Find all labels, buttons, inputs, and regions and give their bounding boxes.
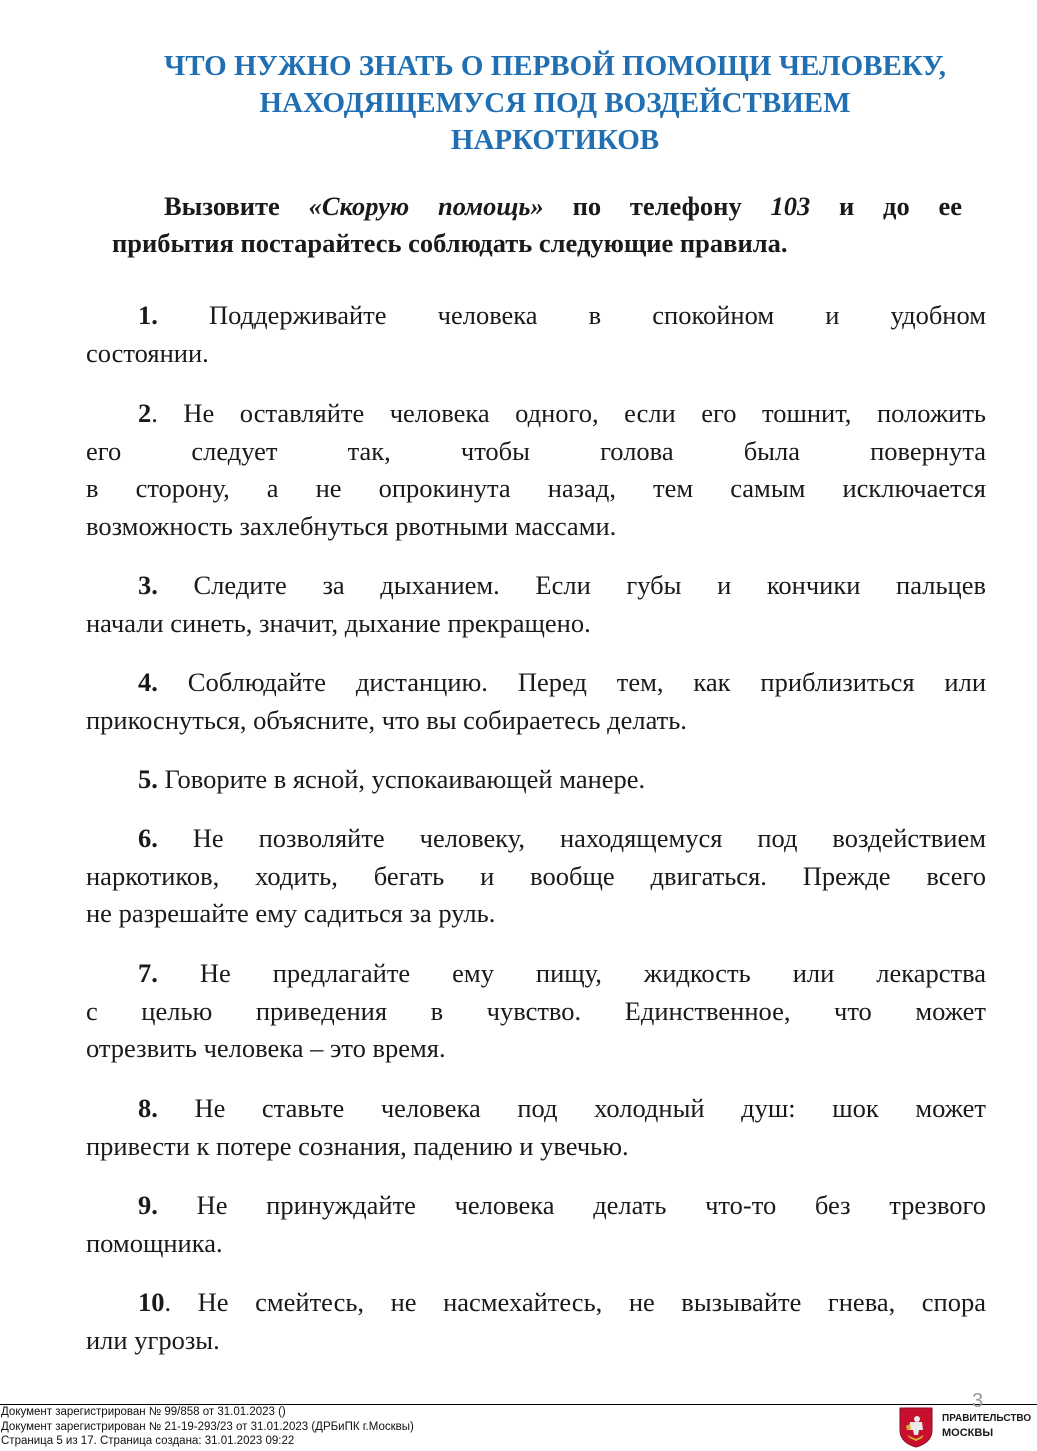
page-title	[130, 48, 980, 159]
rule-number: 6.	[138, 823, 158, 853]
rule-item-8: 8. Не ставьте человека под холодный душ: шок может привести к потере сознания, падению и увечью.	[86, 1093, 986, 1161]
rule-number: 7.	[138, 958, 158, 988]
rule-item-2: 2. Не оставляйте человека одного, если его тошнит, положить его следует так, чтобы голова была повернута в сторону, а не опрокинута назад, тем самым исключается возможность захлебнуться рвотными массами.	[86, 398, 986, 541]
rule-number: 9.	[138, 1190, 158, 1220]
moscow-coat-of-arms-icon	[898, 1406, 934, 1448]
intro-line-2: прибытия постарайтесь соблюдать следующие правила.	[112, 228, 788, 258]
rule-item-3: 3. Следите за дыханием. Если губы и кончики пальцев начали синеть, значит, дыхание прекращено.	[86, 570, 986, 638]
rule-item-6: 6. Не позволяйте человеку, находящемуся под воздействием наркотиков, ходить, бегать и вообще двигаться. Прежде всего не разрешайте ему садиться за руль.	[86, 823, 986, 928]
registration-info	[1, 1405, 414, 1449]
rule-item-4: 4. Соблюдайте дистанцию. Перед тем, как приблизиться или прикоснуться, объясните, что вы собираетесь делать.	[86, 667, 986, 735]
phone-number: 103	[770, 191, 811, 221]
registration-line-2: Документ зарегистрирован № 21-19-293/23 от 31.01.2023 (ДРБиПК г.Москвы)	[1, 1420, 414, 1433]
title-line-1: ЧТО НУЖНО ЗНАТЬ О ПЕРВОЙ ПОМОЩИ ЧЕЛОВЕКУ,	[163, 50, 947, 82]
rule-item-5: 5. Говорите в ясной, успокаивающей манере.	[138, 764, 646, 794]
intro-paragraph	[112, 188, 962, 262]
page-number: 3	[972, 1390, 984, 1412]
registration-line-1: Документ зарегистрирован № 99/858 от 31.01.2023 ()	[1, 1406, 286, 1418]
logo-line-2: МОСКВЫ	[942, 1427, 994, 1439]
title-line-2: НАХОДЯЩЕМУСЯ ПОД ВОЗДЕЙСТВИЕМ	[259, 87, 851, 119]
rule-item-10: 10. Не смейтесь, не насмехайтесь, не вызывайте гнева, спора или угрозы.	[86, 1287, 986, 1355]
title-line-3: НАРКОТИКОВ	[450, 124, 660, 156]
government-logo-text	[942, 1412, 1031, 1441]
ambulance-service: «Скорую помощь»	[308, 191, 544, 221]
rule-number: 10	[138, 1287, 165, 1317]
rule-item-1: 1. Поддерживайте человека в спокойном и удобном состоянии.	[86, 300, 986, 368]
registration-line-3: Страница 5 из 17. Страница создана: 31.01.2023 09:22	[1, 1435, 295, 1447]
rule-number: 1.	[138, 300, 158, 330]
intro-line-1: Вызовите «Скорую помощь» по телефону 103 и до ее	[164, 191, 963, 221]
rule-number: 5.	[138, 764, 158, 794]
rule-item-7: 7. Не предлагайте ему пищу, жидкость или лекарства с целью приведения в чувство. Единственное, что может отрезвить человека – это время.	[86, 958, 986, 1063]
rule-number: 3.	[138, 570, 158, 600]
rule-number: 2	[138, 398, 152, 428]
logo-line-1: ПРАВИТЕЛЬСТВО	[942, 1413, 1032, 1424]
rule-item-9: 9. Не принуждайте человека делать что-то без трезвого помощника.	[86, 1190, 986, 1258]
rule-number: 8.	[138, 1093, 158, 1123]
rule-number: 4.	[138, 667, 158, 697]
